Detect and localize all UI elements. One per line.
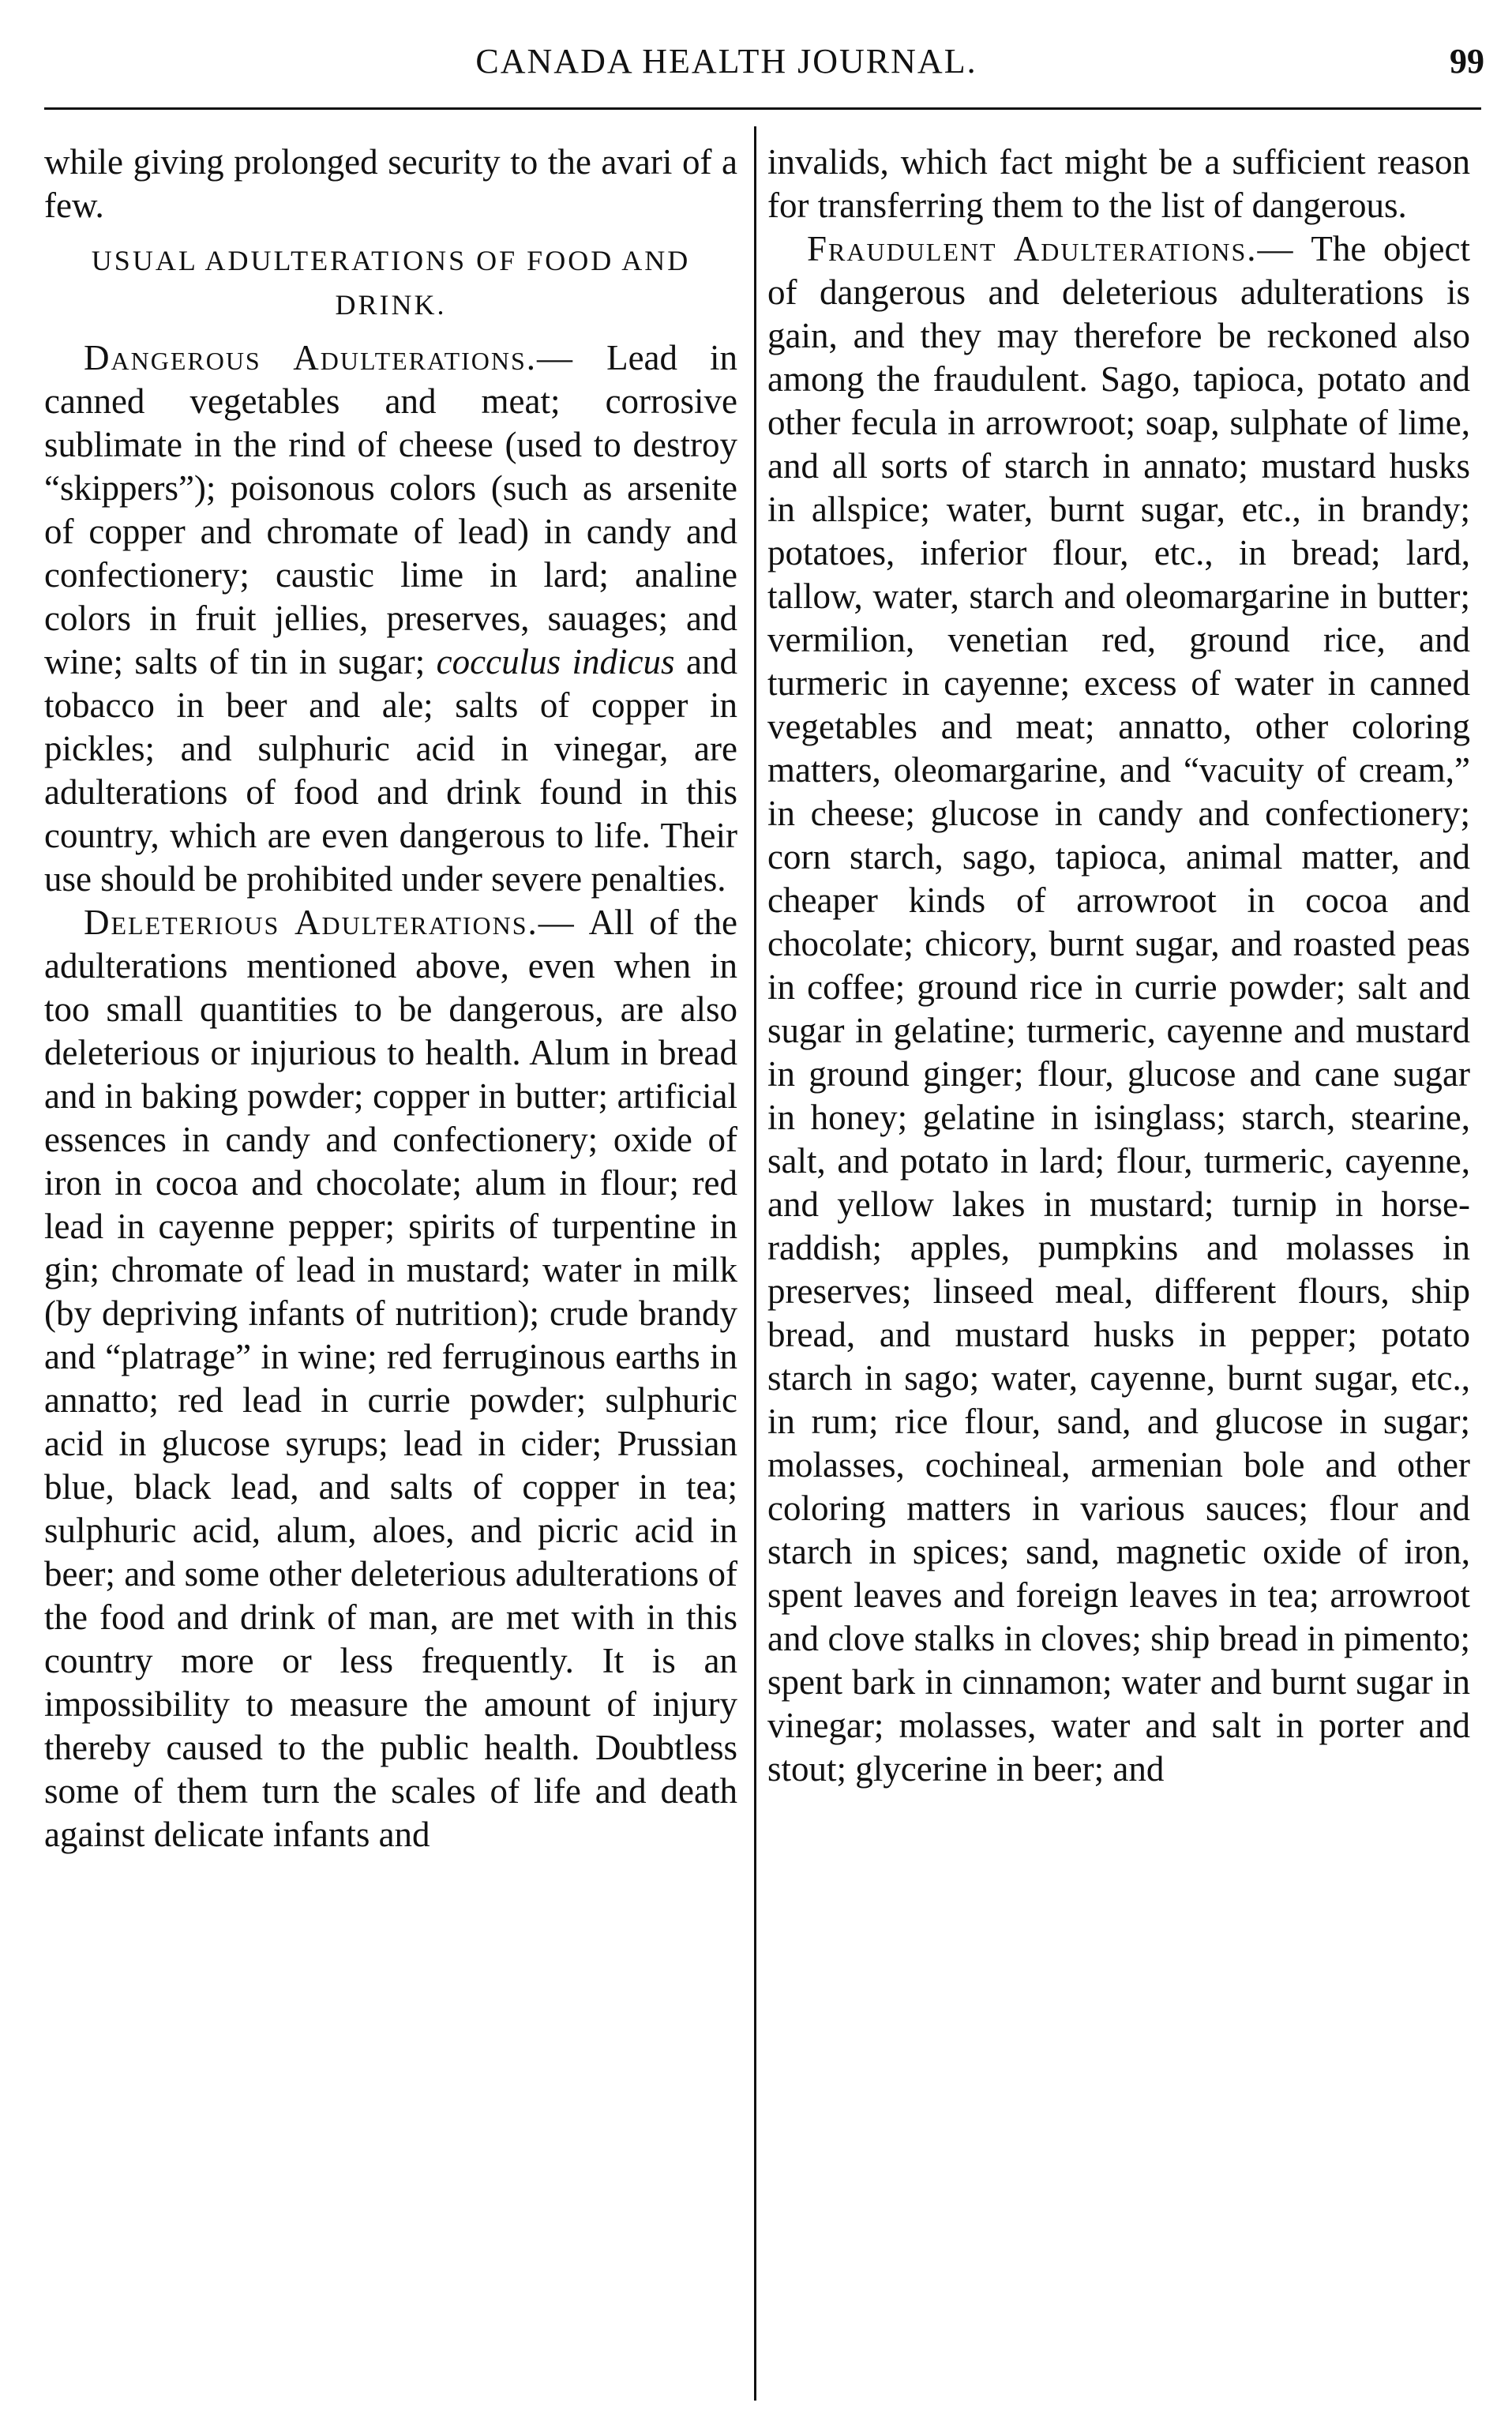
deleterious-adulterations-text: All of the adulterations mentioned above, even when in too small quantities to be dangerous, are also deleterious or injurious to health. Alum in bread and in baking powder; copper in butter; artificial essences in candy and confectionery; oxide of iron in cocoa and chocolate; alum in flour; red lead in cayenne pepper; spirits of turpentine in gin; chromate of lead in mustard; water in milk (by depriving infants of nutrition); crude brandy and “platrage” in wine; red ferruginous earths in annatto; red lead in currie powder; sulphuric acid in glucose syrups; lead in cider; Prussian blue, black lead, and salts of copper in tea; sulphuric acid, alum, aloes, and picric acid in beer; and some other deleterious adulterations of the food and drink of man, are met with in this country more or less frequently. It is an impossibility to measure the amount of injury thereby caused to the public health. Doubtless some of them turn the scales of life and death against delicate infants and bbox=[44, 903, 737, 1854]
dangerous-adulterations-paragraph bbox=[44, 336, 737, 901]
dangerous-adulterations-text: Lead in canned vegetables and meat; corrosive sublimate in the rind of cheese (used to destroy “skippers”); poisonous colors (such as arsenite of copper and chromate of lead) in candy and confectionery; caustic lime in lard; analine colors in fruit jellies, preserves, sauages; and wine; salts of tin in sugar; bbox=[44, 338, 738, 681]
journal-title: CANADA HEALTH JOURNAL. bbox=[475, 42, 977, 81]
dangerous-adulterations-text-continued: and tobacco in beer and ale; salts of copper in pickles; and sulphuric acid in vinegar, are adulterations of food and drink found in this country, which are even dangerous to life. Their use should be prohibited under severe penalties. bbox=[44, 642, 737, 899]
right-opening-paragraph: invalids, which fact might be a sufficient reason for transferring them to the list of dangerous. bbox=[767, 142, 1470, 225]
latin-term: cocculus indicus bbox=[436, 642, 675, 681]
right-column bbox=[767, 141, 1470, 1791]
column-divider bbox=[754, 126, 756, 2401]
fraudulent-adulterations-paragraph bbox=[767, 227, 1470, 1791]
dangerous-adulterations-heading: Dangerous Adulterations.— bbox=[84, 338, 575, 377]
fraudulent-adulterations-heading: Fraudulent Adulterations.— bbox=[807, 229, 1295, 268]
header-rule bbox=[44, 107, 1481, 110]
section-heading: USUAL ADULTERATIONS OF FOOD AND DRINK. bbox=[91, 245, 691, 321]
running-head bbox=[0, 41, 1512, 88]
left-column bbox=[44, 141, 737, 1856]
deleterious-adulterations-heading: Deleterious Adulterations.— bbox=[84, 903, 576, 942]
deleterious-adulterations-paragraph bbox=[44, 901, 737, 1856]
page-number: 99 bbox=[1450, 42, 1484, 81]
left-opening-paragraph: while giving prolonged security to the avari of a few. bbox=[44, 142, 737, 225]
fraudulent-adulterations-text: The object of dangerous and deleterious adulterations is gain, and they may therefore be reckoned also among the fraudulent. Sago, tapioca, potato and other fecula in arrowroot; soap, sulphate of lime, and all sorts of starch in annato; mustard husks in allspice; water, burnt sugar, etc., in brandy; potatoes, inferior flour, etc., in bread; lard, tallow, water, starch and oleomargarine in butter; vermilion, venetian red, ground rice, and turmeric in cayenne; excess of water in canned vegetables and meat; annatto, other coloring matters, oleomargarine, and “vacuity of cream,” in cheese; glucose in candy and confectionery; corn starch, sago, tapioca, animal matter, and cheaper kinds of arrowroot in cocoa and chocolate; chicory, burnt sugar, and roasted peas in coffee; ground rice in currie powder; salt and sugar in gelatine; turmeric, cayenne and mustard in ground ginger; flour, glucose and cane sugar in honey; gelatine in isinglass; starch, stearine, salt, and potato in lard; flour, turmeric, cayenne, and yellow lakes in mustard; turnip in horse-raddish; apples, pumpkins and molasses in preserves; linseed meal, different flours, ship bread, and mustard husks in pepper; potato starch in sago; water, cayenne, burnt sugar, etc., in rum; rice flour, sand, and glucose in sugar; molasses, cochineal, armenian bole and other coloring matters in various sauces; flour and starch in spices; sand, magnetic oxide of iron, spent leaves and foreign leaves in tea; arrowroot and clove stalks in cloves; ship bread in pimento; spent bark in cinnamon; water and burnt sugar in vinegar; molasses, water and salt in porter and stout; glycerine in beer; and bbox=[767, 229, 1470, 1789]
